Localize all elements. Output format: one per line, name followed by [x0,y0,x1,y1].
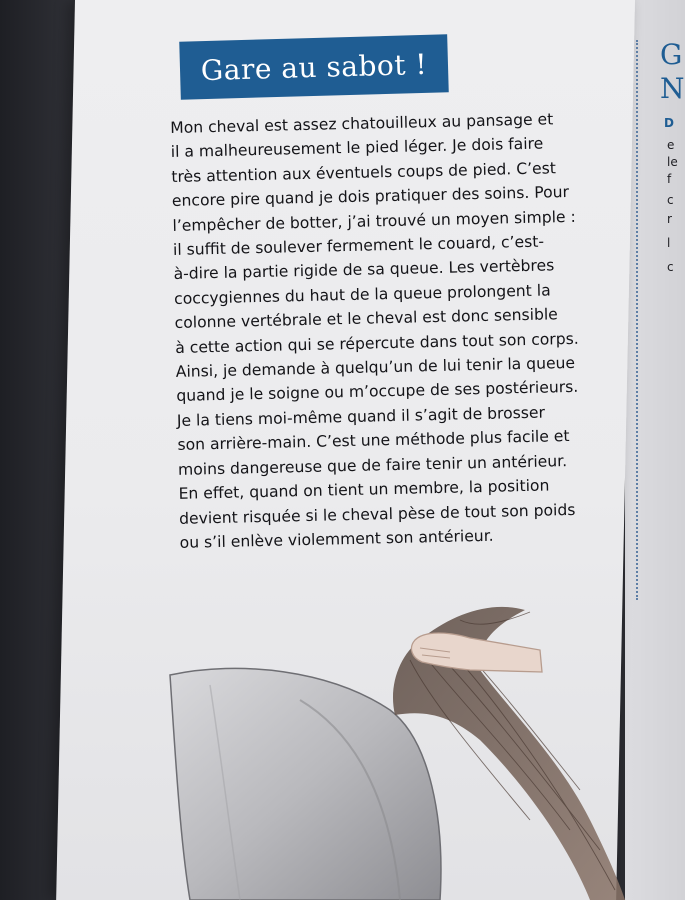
article-body [170,105,650,555]
body-line: Mon cheval est assez chatouilleux au pansage et [170,110,554,137]
neighbor-bold-start: D [664,116,674,130]
body-line: quand je le soigne ou m’occupe de ses postérieurs. [176,378,579,406]
neighbor-fragment: e [667,138,675,152]
neighbor-title-line: N [660,72,685,105]
body-line: Je la tiens moi-même quand il s’agit de brosser [176,403,546,430]
neighbor-fragment: c [667,260,674,274]
body-line: à-dire la partie rigide de sa queue. Les vertèbres [173,256,555,284]
neighbor-title [660,38,685,106]
body-line: à cette action qui se répercute dans tout son corps. [175,329,579,357]
body-line: il suffit de soulever fermement le couard, c’est- [172,232,545,259]
body-line: Ainsi, je demande à quelqu’un de lui tenir la queue [175,353,576,381]
neighbor-fragment: f [667,172,672,186]
body-line: colonne vertébrale et le cheval est donc sensible [174,305,559,333]
body-line: il a malheureusement le pied léger. Je dois faire [170,134,544,162]
neighbor-fragment: r [667,212,672,226]
neighbor-fragment: c [667,193,674,207]
neighbor-fragment: l [667,236,671,250]
body-line: encore pire quand je dois pratiquer des soins. Pour [171,183,570,211]
body-line: moins dangereuse que de faire tenir un antérieur. [177,451,568,479]
horse-tail-illustration [150,590,675,900]
neighbor-title-line: G [660,38,683,71]
body-line: En effet, quand on tient un membre, la position [178,476,550,503]
body-line: devient risquée si le cheval pèse de tout son poids [178,500,576,528]
body-line: ou s’il enlève violemment son antérieur. [179,526,494,552]
body-line: son arrière-main. C’est une méthode plus facile et [177,427,570,455]
body-line: très attention aux éventuels coups de pied. C’est [171,159,557,186]
article-title: Gare au sabot ! [200,47,428,87]
body-line: l’empêcher de botter, j’ai trouvé un moyen simple : [172,207,576,235]
body-line: coccygiennes du haut de la queue prolongent la [173,281,551,308]
neighbor-fragment: le [667,155,678,169]
article-title-box [179,34,449,99]
